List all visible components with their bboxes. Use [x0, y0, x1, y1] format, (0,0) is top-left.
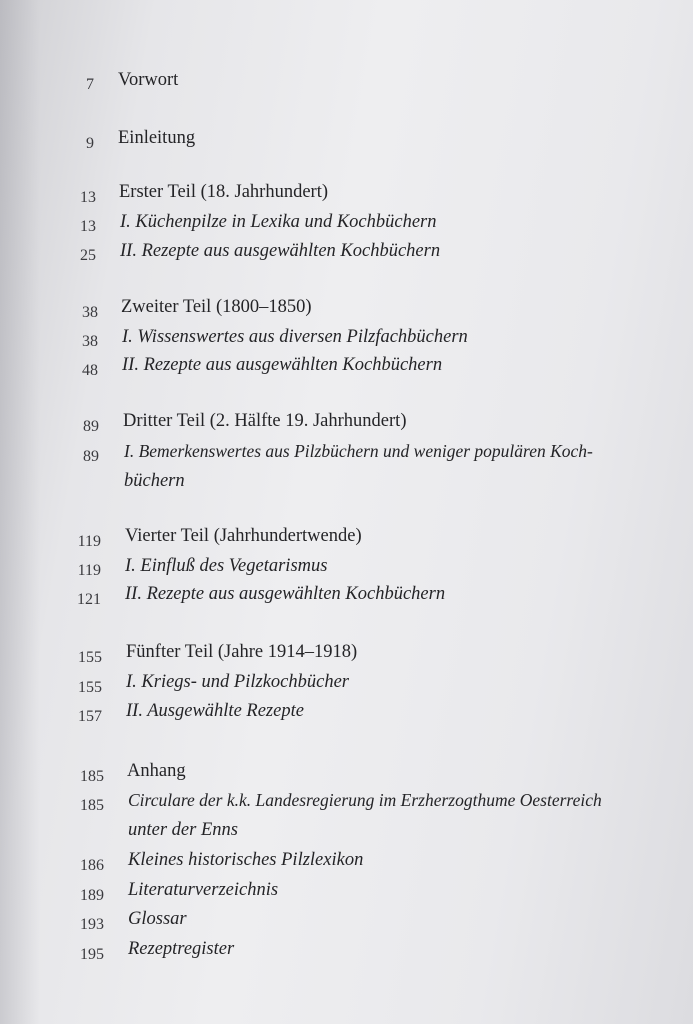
- toc-page-number: 195: [80, 946, 104, 963]
- toc-entry-title: Erster Teil (18. Jahrhundert): [119, 182, 328, 202]
- toc-page-number: 38: [82, 304, 98, 321]
- toc-page-number: 13: [80, 189, 96, 206]
- toc-entry-title: Einleitung: [118, 128, 196, 148]
- toc-entry-title: Literaturverzeichnis: [128, 880, 279, 900]
- toc-page-number: 155: [78, 679, 102, 696]
- toc-entry-title: Kleines historisches Pilzlexikon: [128, 850, 364, 870]
- toc-entry-title: II. Rezepte aus ausgewählten Kochbüchern: [120, 241, 441, 261]
- toc-entry-title-continuation: unter der Enns: [128, 820, 238, 840]
- toc-entry-title: I. Küchenpilze in Lexika und Kochbüchern: [120, 212, 437, 232]
- toc-page-number: 89: [83, 418, 99, 435]
- toc-entry-title: Vorwort: [118, 70, 179, 90]
- toc-page-number: 186: [80, 857, 104, 874]
- toc-entry-title: II. Rezepte aus ausgewählten Kochbüchern: [125, 584, 446, 604]
- toc-entry-title: Anhang: [127, 761, 186, 781]
- toc-page-number: 155: [78, 649, 102, 666]
- toc-entry-title: I. Einfluß des Vegetarismus: [125, 556, 328, 576]
- toc-page-number: 189: [80, 887, 104, 904]
- toc-entry-title: Rezeptregister: [128, 939, 235, 959]
- toc-page-number: 121: [77, 591, 101, 608]
- toc-entry-title: Fünfter Teil (Jahre 1914–1918): [126, 642, 358, 662]
- toc-page-number: 48: [82, 362, 98, 379]
- toc-entry-title: Vierter Teil (Jahrhundertwende): [125, 526, 362, 546]
- toc-page-number: 89: [83, 448, 99, 465]
- toc-page-number: 185: [80, 797, 104, 814]
- toc-page-number: 25: [80, 247, 96, 264]
- toc-page-number: 119: [77, 562, 101, 579]
- toc-entry-title: Zweiter Teil (1800–1850): [121, 297, 312, 317]
- toc-entry-title: I. Kriegs- und Pilzkochbücher: [126, 672, 349, 692]
- toc-page-number: 157: [78, 708, 102, 725]
- toc-entry-title: Glossar: [128, 909, 187, 929]
- toc-page-number: 185: [80, 768, 104, 785]
- toc-page-number: 193: [80, 916, 104, 933]
- toc-entry-title: Circulare der k.k. Landesregierung im Erzherzogthume Oesterreich: [128, 790, 602, 810]
- toc-page-number: 13: [80, 218, 96, 235]
- toc-page-number: 7: [86, 76, 94, 93]
- toc-entry-title: I. Wissenswertes aus diversen Pilzfachbüchern: [122, 327, 468, 347]
- toc-entry-title: II. Rezepte aus ausgewählten Kochbüchern: [122, 355, 443, 375]
- toc-page-number: 38: [82, 333, 98, 350]
- toc-entry-title: I. Bemerkenswertes aus Pilzbüchern und weniger populären Koch-: [124, 441, 593, 461]
- toc-entry-title-continuation: büchern: [124, 471, 185, 491]
- toc-page-number: 9: [86, 135, 94, 152]
- toc-page-number: 119: [77, 533, 101, 550]
- toc-entry-title: II. Ausgewählte Rezepte: [126, 701, 304, 721]
- toc-entry-title: Dritter Teil (2. Hälfte 19. Jahrhundert): [123, 411, 407, 431]
